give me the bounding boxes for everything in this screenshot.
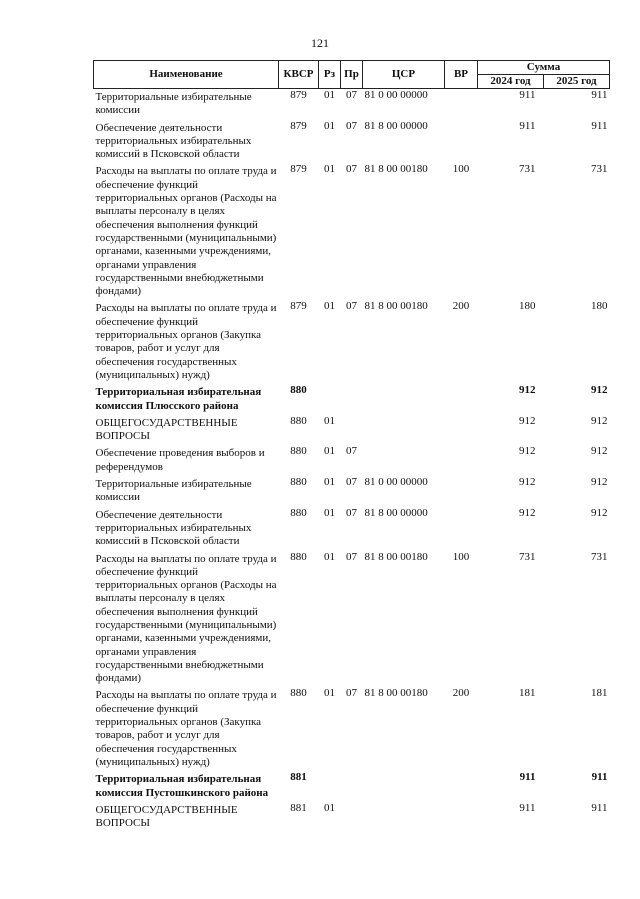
- row-pr: 07: [346, 119, 357, 132]
- row-vr: [445, 507, 478, 551]
- row-vr: [445, 802, 478, 833]
- table-row: [94, 476, 610, 507]
- row-kvsr: 880: [290, 687, 307, 700]
- row-vr: 200: [452, 687, 470, 700]
- row-vr: [445, 476, 478, 507]
- table-row: [94, 551, 610, 688]
- row-rz: 01: [324, 801, 335, 814]
- table-row: [94, 384, 610, 415]
- row-sum-2024: 912: [519, 414, 536, 427]
- row-sum-2025: 912: [591, 445, 608, 458]
- row-vr: 100: [452, 550, 470, 563]
- row-csr: 81 8 00 00000: [364, 506, 428, 519]
- row-name: Расходы на выплаты по оплате труда и обеспечение функций территориальных органов (Расходы на выплаты персоналу в целях обеспечения выполнения функций государственными (муниципальными) органами, казенными учреждениями, органами управления государственными внебюджетными фондами): [95, 552, 277, 685]
- row-vr: [445, 771, 478, 802]
- row-rz: 01: [324, 687, 335, 700]
- row-sum-2025: 180: [591, 300, 608, 313]
- row-name: ОБЩЕГОСУДАРСТВЕННЫЕ ВОПРОСЫ: [95, 803, 238, 830]
- header-year-2024: 2024 год: [478, 75, 544, 89]
- table-row: [94, 89, 610, 120]
- row-csr: [363, 771, 445, 802]
- table-row: [94, 802, 610, 833]
- row-csr: 81 0 00 00000: [364, 89, 428, 101]
- row-sum-2024: 911: [519, 89, 536, 101]
- row-csr: [363, 445, 445, 476]
- row-sum-2025: 911: [591, 89, 608, 101]
- row-pr: [341, 415, 363, 446]
- header-sum: Сумма: [478, 61, 610, 75]
- table-row: [94, 120, 610, 164]
- row-name: Территориальная избирательная комиссия Плюсского района: [95, 386, 262, 412]
- row-vr: [445, 415, 478, 446]
- row-kvsr: 881: [290, 771, 307, 784]
- row-name: Обеспечение проведения выборов и референдумов: [95, 447, 265, 473]
- row-sum-2024: 912: [519, 506, 536, 519]
- row-name: Территориальная избирательная комиссия Пустошкинского района: [95, 773, 269, 799]
- row-rz: 01: [324, 476, 335, 489]
- row-pr: 07: [346, 300, 357, 313]
- header-vr: ВР: [445, 61, 478, 89]
- row-rz: 01: [324, 550, 335, 563]
- table-row: [94, 507, 610, 551]
- row-sum-2025: 912: [591, 414, 608, 427]
- header-kvsr: КВСР: [279, 61, 319, 89]
- row-pr: [341, 771, 363, 802]
- row-rz: 01: [324, 506, 335, 519]
- row-sum-2025: 912: [591, 506, 608, 519]
- row-sum-2024: 911: [519, 801, 536, 814]
- row-sum-2024: 911: [519, 771, 536, 784]
- row-csr: 81 8 00 00180: [364, 550, 428, 563]
- row-kvsr: 879: [290, 300, 307, 313]
- row-pr: 07: [346, 687, 357, 700]
- row-sum-2025: 731: [591, 163, 608, 176]
- row-kvsr: 881: [290, 801, 307, 814]
- row-rz: [319, 384, 341, 415]
- row-pr: [341, 384, 363, 415]
- row-kvsr: 880: [290, 445, 307, 458]
- row-name: Расходы на выплаты по оплате труда и обеспечение функций территориальных органов (Расходы на выплаты персоналу в целях обеспечения выполнения функций государственными (муниципальными) органами, казенными учреждениями, органами управления государственными внебюджетными фондами): [95, 165, 277, 298]
- row-rz: [319, 771, 341, 802]
- row-pr: 07: [346, 476, 357, 489]
- row-kvsr: 879: [290, 89, 307, 101]
- row-sum-2025: 911: [591, 801, 608, 814]
- row-sum-2024: 180: [519, 300, 536, 313]
- row-rz: 01: [324, 414, 335, 427]
- row-vr: 100: [452, 163, 470, 176]
- table-row: [94, 771, 610, 802]
- header-year-2025: 2025 год: [544, 75, 610, 89]
- row-csr: 81 8 00 00180: [364, 163, 428, 176]
- row-sum-2025: 181: [591, 687, 608, 700]
- row-csr: 81 8 00 00180: [364, 300, 428, 313]
- row-name: Расходы на выплаты по оплате труда и обеспечение функций территориальных органов (Закупка товаров, работ и услуг для обеспечения государственных (муниципальных) нужд): [95, 302, 277, 381]
- header-rz: Рз: [319, 61, 341, 89]
- row-rz: 01: [324, 89, 335, 101]
- row-rz: 01: [324, 119, 335, 132]
- row-kvsr: 880: [290, 506, 307, 519]
- row-sum-2025: 911: [591, 771, 608, 784]
- row-kvsr: 880: [290, 384, 307, 397]
- row-sum-2024: 181: [519, 687, 536, 700]
- page-number: 121: [311, 36, 329, 50]
- row-vr: [445, 120, 478, 164]
- row-sum-2025: 912: [591, 476, 608, 489]
- table-row: [94, 687, 610, 771]
- row-vr: [445, 445, 478, 476]
- row-sum-2024: 912: [519, 476, 536, 489]
- row-name: Обеспечение деятельности территориальных избирательных комиссий в Псковской области: [95, 121, 252, 161]
- row-kvsr: 879: [290, 119, 307, 132]
- row-rz: 01: [324, 163, 335, 176]
- table-row: [94, 163, 610, 300]
- header-row: [94, 61, 610, 75]
- row-kvsr: 879: [290, 163, 307, 176]
- row-pr: 07: [346, 445, 357, 458]
- row-csr: [363, 415, 445, 446]
- row-csr: [363, 802, 445, 833]
- table-row: [94, 445, 610, 476]
- row-sum-2025: 911: [591, 119, 608, 132]
- row-sum-2024: 912: [519, 384, 536, 397]
- row-sum-2025: 912: [591, 384, 608, 397]
- row-kvsr: 880: [290, 476, 307, 489]
- table-row: [94, 300, 610, 384]
- row-csr: 81 8 00 00180: [364, 687, 428, 700]
- row-pr: [341, 802, 363, 833]
- header-name: Наименование: [94, 61, 279, 89]
- row-pr: 07: [346, 550, 357, 563]
- row-name: Обеспечение деятельности территориальных избирательных комиссий в Псковской области: [95, 508, 252, 548]
- row-rz: 01: [324, 445, 335, 458]
- row-sum-2024: 911: [519, 119, 536, 132]
- row-sum-2025: 731: [591, 550, 608, 563]
- header-pr: Пр: [341, 61, 363, 89]
- row-kvsr: 880: [290, 414, 307, 427]
- table-row: [94, 415, 610, 446]
- row-pr: 07: [346, 163, 357, 176]
- row-sum-2024: 912: [519, 445, 536, 458]
- row-name: ОБЩЕГОСУДАРСТВЕННЫЕ ВОПРОСЫ: [95, 416, 238, 443]
- row-name: Территориальные избирательные комиссии: [95, 478, 252, 504]
- row-name: Расходы на выплаты по оплате труда и обеспечение функций территориальных органов (Закупка товаров, работ и услуг для обеспечения государственных (муниципальных) нужд): [95, 689, 277, 768]
- row-csr: 81 8 00 00000: [364, 119, 428, 132]
- row-vr: [445, 89, 478, 120]
- row-vr: 200: [452, 300, 470, 313]
- row-pr: 07: [346, 89, 357, 101]
- row-rz: 01: [324, 300, 335, 313]
- row-sum-2024: 731: [519, 550, 536, 563]
- row-pr: 07: [346, 506, 357, 519]
- row-vr: [445, 384, 478, 415]
- row-csr: 81 0 00 00000: [364, 476, 428, 489]
- row-sum-2024: 731: [519, 163, 536, 176]
- row-csr: [363, 384, 445, 415]
- row-name: Территориальные избирательные комиссии: [95, 91, 252, 117]
- row-kvsr: 880: [290, 550, 307, 563]
- header-csr: ЦСР: [363, 61, 445, 89]
- budget-table: [93, 60, 610, 832]
